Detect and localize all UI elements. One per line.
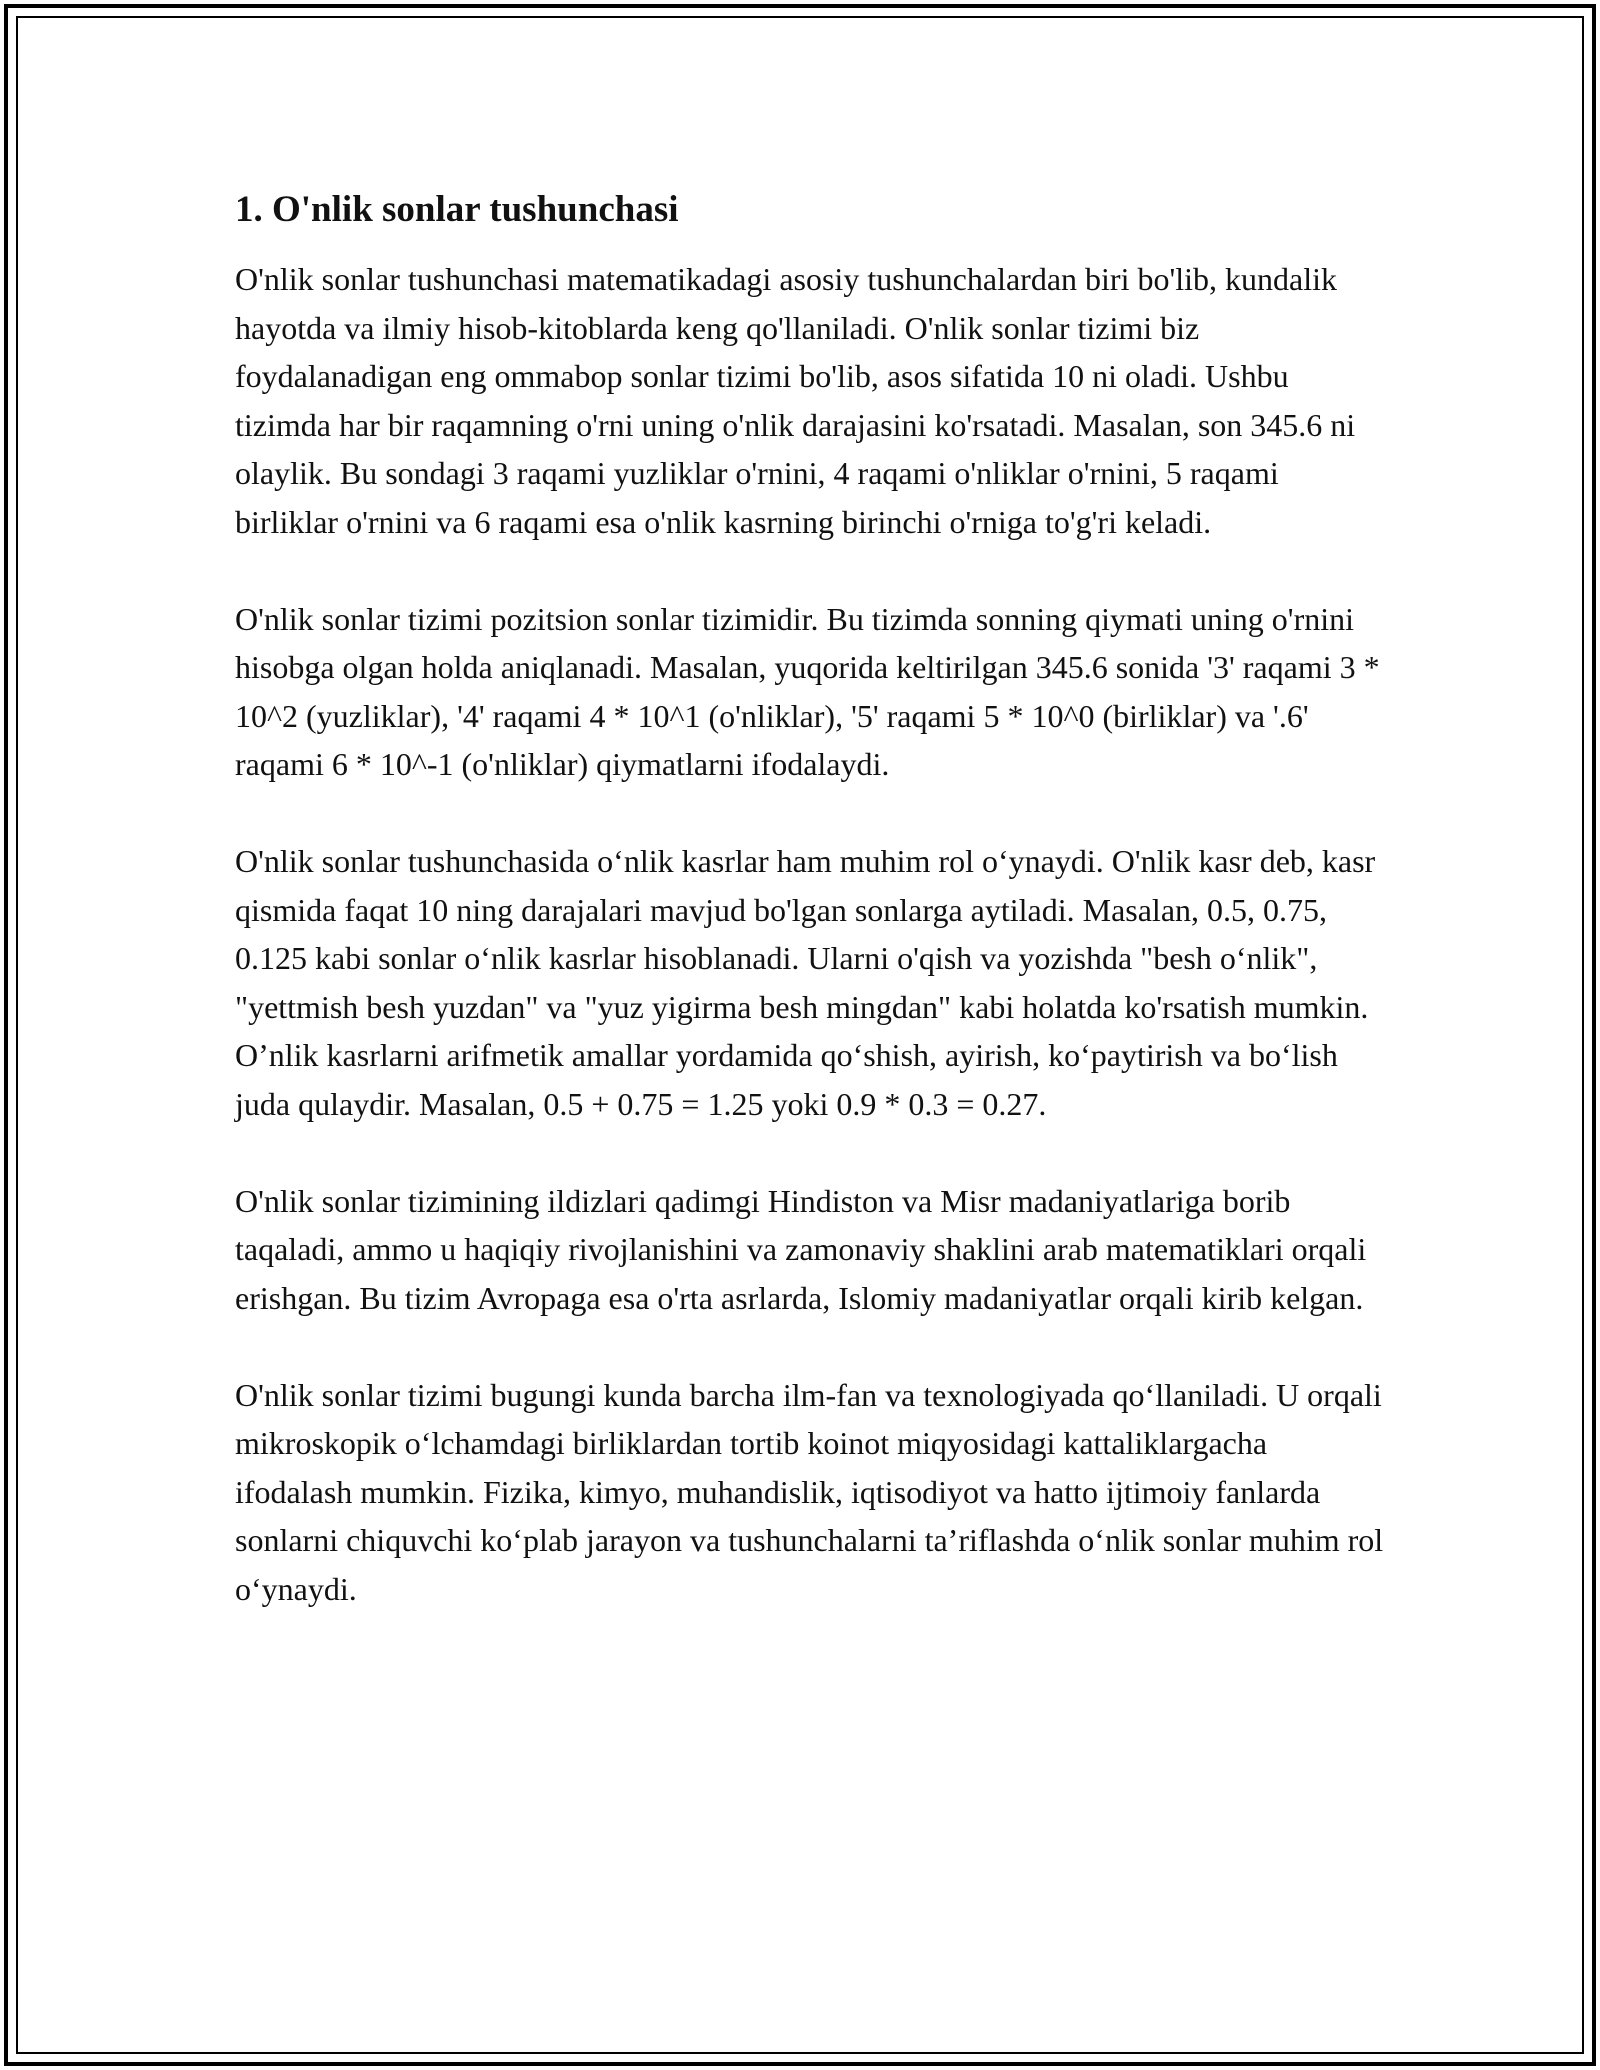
paragraph-4: O'nlik sonlar tizimining ildizlari qadimgi Hindiston va Misr madaniyatlariga borib taqaladi, ammo u haqiqiy rivojlanishini va zamonaviy shaklini arab matematiklari orqali erishgan. Bu tizim Avropaga esa o'rta asrlarda, Islomiy madaniyatlar orqali kirib kelgan. <box>235 1182 1367 1316</box>
paragraph-2: O'nlik sonlar tizimi pozitsion sonlar tizimidir. Bu tizimda sonning qiymati uning o'rnini hisobga olgan holda aniqlanadi. Masalan, yuqorida keltirilgan 345.6 sonida '3' raqami 3 * 10^2 (yuzliklar), '4' raqami 4 * 10^1 (o'nliklar), '5' raqami 5 * 10^0 (birliklar) va '.6' raqami 6 * 10^-1 (o'nliklar) qiymatlarni ifodalaydi. <box>235 600 1380 782</box>
paragraph-1: O'nlik sonlar tushunchasi matematikadagi asosiy tushunchalardan biri bo'lib, kundalik hayotda va ilmiy hisob-kitoblarda keng qo'llaniladi. O'nlik sonlar tizimi biz foydalanadigan eng ommabop sonlar tizimi bo'lib, asos sifatida 10 ni oladi. Ushbu tizimda har bir raqamning o'rni uning o'nlik darajasini ko'rsatadi. Masalan, son 345.6 ni olaylik. Bu sondagi 3 raqami yuzliklar o'rnini, 4 raqami o'nliklar o'rnini, 5 raqami birliklar o'rnini va 6 raqami esa o'nlik kasrning birinchi o'rniga to'g'ri keladi. <box>235 261 1356 540</box>
paragraph-5: O'nlik sonlar tizimi bugungi kunda barcha ilm-fan va texnologiyada qo‘llaniladi. U orqali mikroskopik o‘lchamdagi birliklardan tortib koinot miqyosidagi kattaliklargacha ifodalash mumkin. Fizika, kimyo, muhandislik, iqtisodiyot va hatto ijtimoiy fanlarda sonlarni chiquvchi ko‘plab jarayon va tushunchalarni ta’riflashda o‘nlik sonlar muhim rol o‘ynaydi. <box>235 1376 1384 1607</box>
paragraph-3: O'nlik sonlar tushunchasida o‘nlik kasrlar ham muhim rol o‘ynaydi. O'nlik kasr deb, kasr qismida faqat 10 ning darajalari mavjud bo'lgan sonlarga aytiladi. Masalan, 0.5, 0.75, 0.125 kabi sonlar o‘nlik kasrlar hisoblanadi. Ularni o'qish va yozishda "besh o‘nlik", "yettmish besh yuzdan" va "yuz yigirma besh mingdan" kabi holatda ko'rsatish mumkin. O’nlik kasrlarni arifmetik amallar yordamida qo‘shish, ayirish, ko‘paytirish va bo‘lish juda qulaydir. Masalan, 0.5 + 0.75 = 1.25 yoki 0.9 * 0.3 = 0.27. <box>235 843 1376 1122</box>
section-heading: 1. O'nlik sonlar tushunchasi <box>235 189 679 230</box>
document-body <box>235 185 1385 1662</box>
